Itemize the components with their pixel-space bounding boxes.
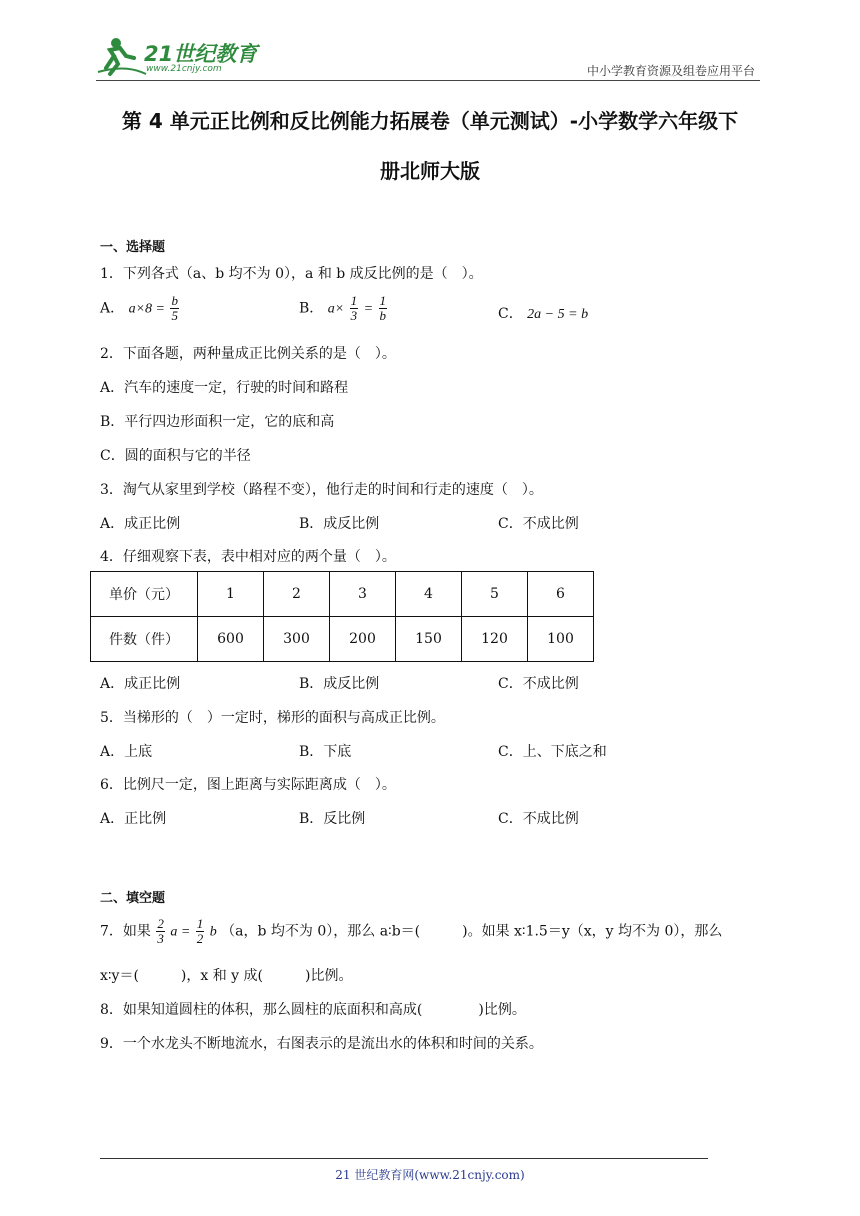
footer-divider: [100, 1158, 708, 1159]
q8-stem: 8．如果知道圆柱的体积，那么圆柱的底面积和高成( )比例。: [100, 1002, 526, 1018]
table-cell: 3: [330, 572, 396, 617]
q7-line-2: x∶y＝( )，x 和 y 成( )比例。: [100, 968, 353, 984]
q7-prefix: 7．如果: [100, 923, 151, 940]
q2-option-c: C．圆的面积与它的半径: [100, 448, 251, 464]
q7-fraction-2: [196, 917, 205, 946]
q1-option-a: [100, 294, 180, 323]
q1-b-label: B．: [299, 300, 324, 317]
q7-mid-expr: a =: [170, 924, 191, 940]
table-cell: 5: [462, 572, 528, 617]
q7-numerator-1: 2: [157, 916, 164, 931]
table-cell: 1: [198, 572, 264, 617]
q1-b-fraction-1: [350, 294, 359, 323]
q7-variable: b: [209, 924, 217, 940]
q1-b-expr: a×: [327, 301, 345, 317]
q7-denominator-1: 3: [157, 931, 164, 946]
q1-b-denominator-1: 3: [350, 308, 358, 323]
table-cell: 600: [198, 617, 264, 662]
q1-b-fraction-2: [379, 294, 388, 323]
q6-stem: 6．比例尺一定，图上距离与实际距离成（ ）。: [100, 777, 396, 793]
section-heading-choice: 一、选择题: [100, 240, 166, 255]
q7-denominator-2: 2: [196, 931, 204, 946]
header-platform-text: 中小学教育资源及组卷应用平台: [586, 64, 755, 78]
q1-c-label: C．: [498, 306, 523, 322]
q7-numerator-2: 1: [196, 916, 204, 931]
q3-stem: 3．淘气从家里到学校（路程不变），他行走的时间和行走的速度（ ）。: [100, 482, 543, 498]
q1-b-numerator-1: 1: [350, 293, 358, 308]
q7-suffix: （a，b 均不为 0），那么 a∶b＝( )。如果 x∶1.5＝y（x，y 均不为 0），那么: [221, 923, 723, 940]
title-line-1: 第 4 单元正比例和反比例能力拓展卷（单元测试）-小学数学六年级下: [121, 109, 739, 133]
q1-a-fraction: [170, 294, 179, 323]
q1-b-numerator-2: 1: [379, 293, 387, 308]
q5-stem: 5．当梯形的（ ）一定时，梯形的面积与高成正比例。: [100, 710, 445, 726]
q7-line-1: [100, 917, 722, 946]
title-line-2: 册北师大版: [380, 159, 480, 183]
table-cell: 2: [264, 572, 330, 617]
q1-option-c: [498, 303, 588, 323]
table-row-label: 件数（件）: [91, 617, 198, 662]
q2-option-a: A．汽车的速度一定，行驶的时间和路程: [100, 380, 349, 396]
q6-option-a: A．正比例: [100, 811, 167, 827]
page-title: [96, 96, 764, 196]
q1-a-label: A．: [100, 300, 125, 317]
q5-option-b: B．下底: [299, 744, 352, 760]
q6-option-c: C．不成比例: [498, 811, 579, 827]
table-row-label: 单价（元）: [91, 572, 198, 617]
q5-option-a: A．上底: [100, 744, 153, 760]
q7-fraction-1: [156, 917, 165, 946]
table-cell: 4: [396, 572, 462, 617]
logo-text: 21世纪教育: [144, 42, 258, 66]
q1-c-expr: 2a − 5 = b: [527, 307, 589, 322]
q9-stem: 9．一个水龙头不断地流水，右图表示的是流出水的体积和时间的关系。: [100, 1036, 543, 1052]
table-cell: 200: [330, 617, 396, 662]
q1-b-denominator-2: b: [379, 308, 387, 323]
q4-option-a: A．成正比例: [100, 676, 181, 692]
table-cell: 150: [396, 617, 462, 662]
section-heading-fill: 二、填空题: [100, 891, 166, 906]
q1-option-b: [299, 294, 388, 323]
q5-option-c: C．上、下底之和: [498, 744, 607, 760]
q2-option-b: B．平行四边形面积一定，它的底和高: [100, 414, 335, 430]
q4-option-c: C．不成比例: [498, 676, 579, 692]
q4-stem: 4．仔细观察下表，表中相对应的两个量（ ）。: [100, 549, 396, 565]
q3-option-c: C．不成比例: [498, 516, 579, 532]
q4-table: [90, 571, 594, 662]
q3-option-a: A．成正比例: [100, 516, 181, 532]
q2-stem: 2．下面各题，两种量成正比例关系的是（ ）。: [100, 346, 396, 362]
table-cell: 6: [528, 572, 594, 617]
q6-option-b: B．反比例: [299, 811, 366, 827]
q1-stem: 1．下列各式（a、b 均不为 0），a 和 b 成反比例的是（ ）。: [100, 266, 483, 282]
header-divider: [96, 80, 760, 81]
q1-b-equals: =: [363, 301, 374, 317]
q4-option-b: B．成反比例: [299, 676, 380, 692]
table-cell: 300: [264, 617, 330, 662]
footer-text: 21 世纪教育网(www.21cnjy.com): [335, 1168, 525, 1182]
table-row: [91, 617, 594, 662]
q3-option-b: B．成反比例: [299, 516, 380, 532]
q1-a-expr: a×8 =: [128, 301, 165, 317]
q1-a-denominator: 5: [171, 308, 178, 323]
table-cell: 120: [462, 617, 528, 662]
logo-url: www.21cnjy.com: [146, 64, 222, 74]
table-cell: 100: [528, 617, 594, 662]
q1-a-numerator: b: [171, 293, 178, 308]
table-row: [91, 572, 594, 617]
